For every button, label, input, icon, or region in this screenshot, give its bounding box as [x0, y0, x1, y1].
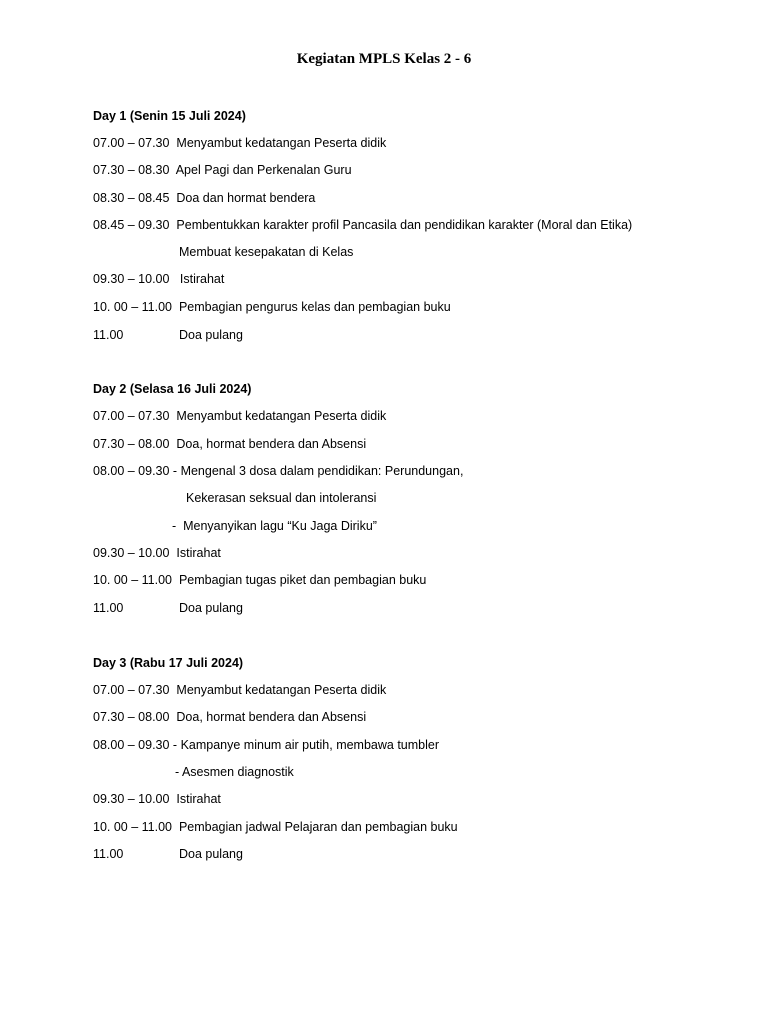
schedule-line: 07.30 – 08.00 Doa, hormat bendera dan Absensi — [93, 437, 367, 451]
schedule-line: 09.30 – 10.00 Istirahat — [93, 792, 221, 806]
schedule-line: 07.00 – 07.30 Menyambut kedatangan Peserta didik — [93, 409, 387, 423]
schedule-activity: Doa pulang — [179, 601, 243, 615]
schedule-line: Membuat kesepakatan di Kelas — [179, 245, 354, 259]
schedule-line: - Asesmen diagnostik — [175, 765, 294, 779]
schedule-time: 11.00 — [93, 601, 124, 615]
schedule-time: 11.00 — [93, 328, 124, 342]
schedule-line: 08.00 – 09.30 - Mengenal 3 dosa dalam pendidikan: Perundungan, — [93, 464, 464, 478]
schedule-line: 08.00 – 09.30 - Kampanye minum air putih, membawa tumbler — [93, 738, 440, 752]
schedule-line: 10. 00 – 11.00 Pembagian jadwal Pelajaran dan pembagian buku — [93, 820, 458, 834]
schedule-activity: Doa pulang — [179, 328, 243, 342]
schedule-line: 08.30 – 08.45 Doa dan hormat bendera — [93, 191, 316, 205]
schedule-line: 10. 00 – 11.00 Pembagian tugas piket dan pembagian buku — [93, 573, 427, 587]
day-1-heading: Day 1 (Senin 15 Juli 2024) — [93, 109, 246, 123]
schedule-line: 09.30 – 10.00 Istirahat — [93, 546, 221, 560]
schedule-line: - Menyanyikan lagu “Ku Jaga Diriku” — [172, 519, 377, 533]
schedule-time: 11.00 — [93, 847, 124, 861]
day-2-heading: Day 2 (Selasa 16 Juli 2024) — [93, 382, 252, 396]
day-3-heading: Day 3 (Rabu 17 Juli 2024) — [93, 656, 244, 670]
schedule-line: 09.30 – 10.00 Istirahat — [93, 272, 225, 286]
schedule-line: Kekerasan seksual dan intoleransi — [186, 491, 377, 505]
schedule-line: 07.00 – 07.30 Menyambut kedatangan Peserta didik — [93, 136, 387, 150]
schedule-activity: Doa pulang — [179, 847, 243, 861]
document-title: Kegiatan MPLS Kelas 2 - 6 — [296, 51, 472, 67]
schedule-line: 07.00 – 07.30 Menyambut kedatangan Peserta didik — [93, 683, 387, 697]
schedule-line: 07.30 – 08.30 Apel Pagi dan Perkenalan Guru — [93, 163, 352, 177]
schedule-line: 08.45 – 09.30 Pembentukkan karakter profil Pancasila dan pendidikan karakter (Moral dan Etika) — [93, 218, 633, 232]
schedule-line: 07.30 – 08.00 Doa, hormat bendera dan Absensi — [93, 710, 367, 724]
schedule-line: 10. 00 – 11.00 Pembagian pengurus kelas dan pembagian buku — [93, 300, 451, 314]
